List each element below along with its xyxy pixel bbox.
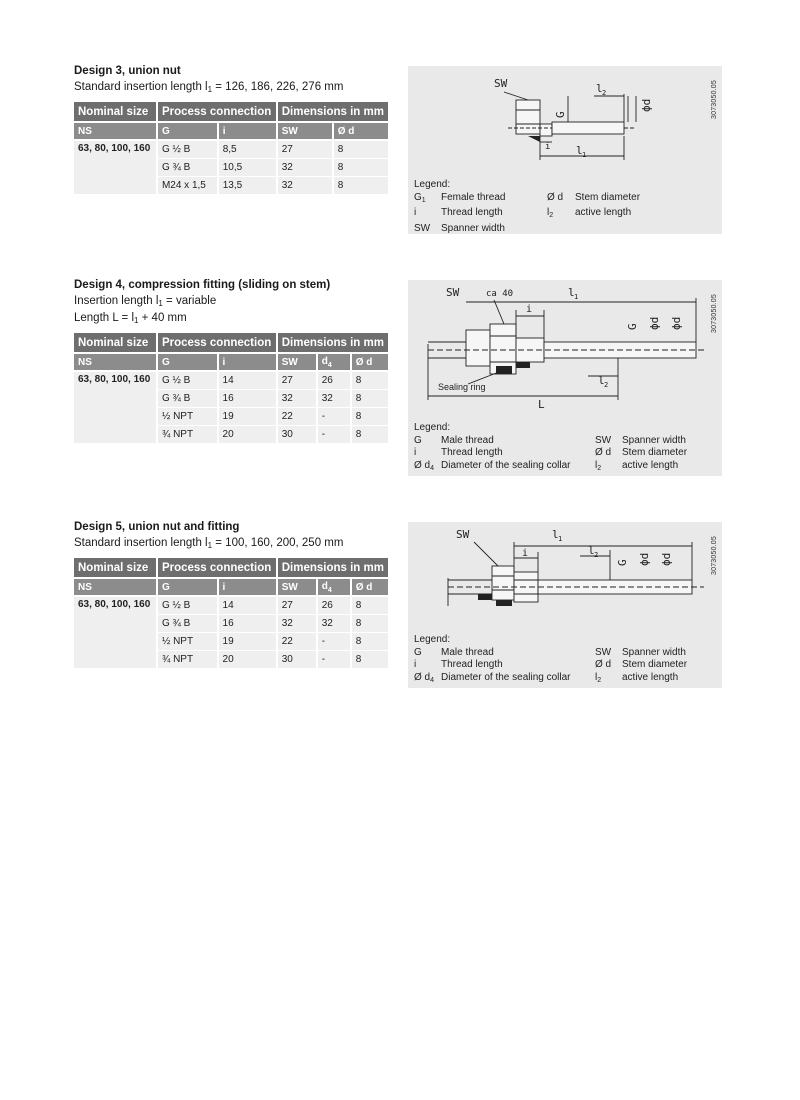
- table-cell: 14: [219, 372, 276, 390]
- table-cell: G ½ B: [158, 141, 217, 159]
- svg-text:1: 1: [558, 535, 563, 543]
- header-process-connection: Process connection: [158, 102, 276, 123]
- table-cell: 19: [219, 408, 276, 426]
- table-cell: -: [318, 426, 350, 444]
- table-cell: Spanner width: [441, 222, 505, 234]
- table-cell: 22: [278, 633, 316, 651]
- table-cell: [595, 460, 622, 476]
- table-cell: 32: [278, 159, 332, 177]
- table-cell: 14: [219, 597, 276, 615]
- table-cell: ½ NPT: [158, 633, 217, 651]
- table-cell: 27: [278, 372, 316, 390]
- figure-code: 3073050.05: [711, 80, 718, 119]
- table-cell: 32: [278, 615, 316, 633]
- table-cell: [414, 460, 441, 476]
- header-dimensions: Dimensions in mm: [278, 102, 388, 123]
- table-cell: [414, 192, 441, 208]
- design4-table: Nominal size Process connection Dimensions in mm NS G i SW $d_4$ Ø d 63, 80, 100, 160 G ½ B 14 27 26 8 G ¾ B 16 32 32 8 ½ NPT 19 22 - 8 ¾ NPT 20 30 - 8: [72, 333, 390, 444]
- text-fragment: l: [547, 207, 550, 218]
- text-fragment: l: [595, 671, 598, 683]
- svg-text:1: 1: [582, 151, 587, 159]
- table-cell: 8: [352, 651, 388, 669]
- table-cell: G ½ B: [158, 597, 217, 615]
- table-cell: Thread length: [441, 447, 503, 458]
- svg-text:2: 2: [602, 89, 607, 97]
- table-cell: Female thread: [441, 191, 506, 203]
- design5-legend: Legend: G Male thread SW Spanner width i Thread length Ø d Stem diameter Ø $d_4$ Diameter of the sealing collar $l_2$ active length: [414, 634, 687, 687]
- subheader-g: G: [158, 123, 217, 141]
- table-cell: 19: [219, 633, 276, 651]
- svg-text:ϕd: ϕd: [638, 552, 651, 566]
- design3-figure: [408, 66, 722, 234]
- table-cell: Stem diameter: [575, 191, 641, 203]
- design3-legend: Legend: $G_1$ Female thread Ø d Stem diameter i Thread length $l_2$ active length SW Spanner width: [414, 179, 641, 234]
- table-cell: 8: [352, 372, 388, 390]
- table-cell: [575, 223, 640, 236]
- svg-text:1: 1: [574, 293, 579, 301]
- table-cell: 16: [219, 390, 276, 408]
- table-cell: -: [318, 651, 350, 669]
- table-cell: 32: [278, 390, 316, 408]
- table-cell: 27: [278, 141, 332, 159]
- table-cell: 26: [318, 372, 350, 390]
- table-cell: 8: [334, 159, 388, 177]
- table-cell: G ½ B: [158, 372, 217, 390]
- table-cell: 20: [219, 426, 276, 444]
- text-fragment: 4: [430, 676, 435, 684]
- text-fragment: = variable: [162, 295, 217, 307]
- text-fragment: Insertion length l: [74, 295, 159, 307]
- design4-legend: Legend: G Male thread SW Spanner width i Thread length Ø d Stem diameter Ø $d_4$ Diameter of the sealing collar $l_2$ active length: [414, 422, 687, 475]
- svg-text:SW: SW: [456, 528, 470, 541]
- text-fragment: 2: [597, 464, 602, 472]
- table-cell: 32: [318, 390, 350, 408]
- table-cell: Thread length: [441, 207, 503, 218]
- table-row: [74, 141, 388, 159]
- table-cell: SW: [595, 646, 612, 658]
- table-cell: Ø d: [595, 659, 612, 670]
- design4-drawing: [408, 280, 708, 422]
- table-cell: 27: [278, 597, 316, 615]
- svg-text:ϕd: ϕd: [660, 552, 673, 566]
- table-cell: 8,5: [219, 141, 276, 159]
- table-cell: Male thread: [441, 434, 494, 446]
- table-cell: [547, 223, 575, 236]
- text-fragment: Ø d: [414, 459, 431, 471]
- text-fragment: l: [595, 459, 598, 471]
- design5-table: Nominal size Process connection Dimensions in mm NS G i SW $d_4$ Ø d 63, 80, 100, 160 G ½ B 14 27 26 8 G ¾ B 16 32 32 8 ½ NPT 19 22 - 8 ¾ NPT 20 30 - 8: [72, 558, 390, 669]
- table-cell: 8: [334, 141, 388, 159]
- svg-text:L: L: [538, 398, 545, 411]
- svg-text:l: l: [588, 544, 595, 557]
- design4-figure: [408, 280, 722, 476]
- table-cell: 32: [318, 615, 350, 633]
- design4-title: Design 4, compression fitting (sliding on stem): [74, 279, 331, 291]
- table-cell: Thread length: [441, 659, 503, 670]
- table-cell: i: [414, 207, 417, 218]
- text-fragment: Standard insertion length l: [74, 81, 208, 93]
- table-cell: 32: [278, 177, 332, 195]
- text-fragment: 1: [207, 541, 213, 550]
- design5-title: Design 5, union nut and fitting: [74, 521, 240, 533]
- table-cell: G: [414, 434, 422, 446]
- design5-drawing: [408, 522, 708, 632]
- svg-text:ϕd: ϕd: [640, 98, 653, 112]
- svg-text:l: l: [596, 82, 603, 95]
- subheader-i: i: [219, 123, 276, 141]
- subheader-ns: NS: [74, 123, 156, 141]
- table-cell: -: [318, 408, 350, 426]
- table-cell: i: [414, 659, 417, 670]
- table-cell: 30: [278, 426, 316, 444]
- table-cell: [414, 672, 441, 688]
- table-cell: Spanner width: [622, 434, 686, 446]
- table-cell: Ø d: [547, 191, 564, 203]
- table-cell: Stem diameter: [622, 447, 688, 458]
- text-fragment: Length L = l: [74, 312, 134, 324]
- table-cell: 26: [318, 597, 350, 615]
- design3-drawing: [408, 66, 708, 178]
- table-cell: 8: [352, 633, 388, 651]
- text-fragment: 1: [207, 85, 213, 94]
- svg-text:l: l: [568, 286, 575, 299]
- table-cell: Ø d: [595, 447, 612, 458]
- table-row: [74, 372, 388, 390]
- subheader-sw: SW: [278, 123, 332, 141]
- text-fragment: 2: [549, 212, 554, 219]
- svg-text:Sealing ring: Sealing ring: [438, 382, 486, 392]
- figure-code: 3073050.05: [711, 294, 718, 333]
- subheader-d: Ø d: [334, 123, 388, 141]
- table-cell: [547, 207, 575, 223]
- table-cell: Diameter of the sealing collar: [441, 459, 571, 471]
- text-fragment: 4: [430, 464, 435, 472]
- svg-text:ca 40: ca 40: [486, 289, 514, 299]
- svg-text:G: G: [616, 559, 629, 566]
- design3-title: Design 3, union nut: [74, 65, 181, 77]
- table-cell: ¾ NPT: [158, 426, 217, 444]
- table-cell: active length: [622, 459, 679, 471]
- svg-text:SW: SW: [446, 286, 460, 299]
- table-cell: 16: [219, 615, 276, 633]
- text-fragment: Standard insertion length l: [74, 537, 208, 549]
- table-cell: -: [318, 633, 350, 651]
- table-row: [74, 597, 388, 615]
- table-cell: ½ NPT: [158, 408, 217, 426]
- table-cell: 8: [352, 597, 388, 615]
- table-cell: 8: [352, 390, 388, 408]
- table-cell: active length: [575, 207, 632, 218]
- table-cell: 10,5: [219, 159, 276, 177]
- table-cell: 30: [278, 651, 316, 669]
- design5-figure: [408, 522, 722, 688]
- svg-text:ϕd: ϕd: [648, 316, 661, 330]
- table-cell: 63, 80, 100, 160: [74, 372, 156, 444]
- header-nominal-size: Nominal size: [74, 102, 156, 123]
- svg-text:l: l: [552, 528, 559, 541]
- text-fragment: G: [414, 191, 422, 203]
- table-cell: [595, 672, 622, 688]
- svg-text:SW: SW: [494, 77, 508, 90]
- table-cell: 20: [219, 651, 276, 669]
- svg-text:ϕd: ϕd: [670, 316, 683, 330]
- svg-text:G: G: [554, 111, 567, 118]
- text-fragment: 1: [158, 299, 163, 308]
- table-cell: G ¾ B: [158, 390, 217, 408]
- svg-text:G: G: [626, 323, 639, 330]
- design3-section: [74, 64, 724, 234]
- design3-table: [72, 102, 390, 195]
- table-cell: active length: [622, 671, 679, 683]
- table-cell: 8: [334, 177, 388, 195]
- svg-text:i: i: [545, 142, 551, 152]
- table-cell: 22: [278, 408, 316, 426]
- table-cell: ¾ NPT: [158, 651, 217, 669]
- table-cell: SW: [595, 434, 612, 446]
- table-cell: 8: [352, 426, 388, 444]
- table-cell: Male thread: [441, 646, 494, 658]
- nominal-size-cell: 63, 80, 100, 160: [74, 141, 156, 195]
- text-fragment: = 100, 160, 200, 250 mm: [212, 537, 344, 549]
- design4-section: [74, 278, 724, 472]
- text-fragment: 2: [597, 676, 602, 684]
- table-cell: Diameter of the sealing collar: [441, 671, 571, 683]
- svg-text:l: l: [576, 144, 583, 157]
- table-cell: 8: [352, 615, 388, 633]
- table-cell: 63, 80, 100, 160: [74, 597, 156, 669]
- table-cell: G ¾ B: [158, 615, 217, 633]
- svg-text:2: 2: [594, 551, 599, 559]
- text-fragment: = 126, 186, 226, 276 mm: [212, 81, 344, 93]
- table-cell: i: [414, 447, 417, 458]
- svg-text:l: l: [598, 374, 605, 387]
- table-cell: G: [414, 646, 422, 658]
- table-cell: Spanner width: [622, 646, 686, 658]
- table-cell: 8: [352, 408, 388, 426]
- table-cell: Stem diameter: [622, 659, 688, 670]
- table-cell: G ¾ B: [158, 159, 217, 177]
- text-fragment: + 40 mm: [138, 312, 187, 324]
- table-cell: M24 x 1,5: [158, 177, 217, 195]
- text-fragment: Ø d: [414, 671, 431, 683]
- svg-text:2: 2: [604, 381, 609, 389]
- svg-text:i: i: [522, 548, 529, 559]
- text-fragment: 1: [421, 196, 426, 204]
- table-cell: SW: [414, 222, 431, 234]
- figure-code: 3073050.05: [711, 536, 718, 575]
- svg-text:i: i: [526, 304, 533, 315]
- design5-section: [74, 520, 724, 684]
- table-cell: 13,5: [219, 177, 276, 195]
- text-fragment: 1: [134, 316, 139, 325]
